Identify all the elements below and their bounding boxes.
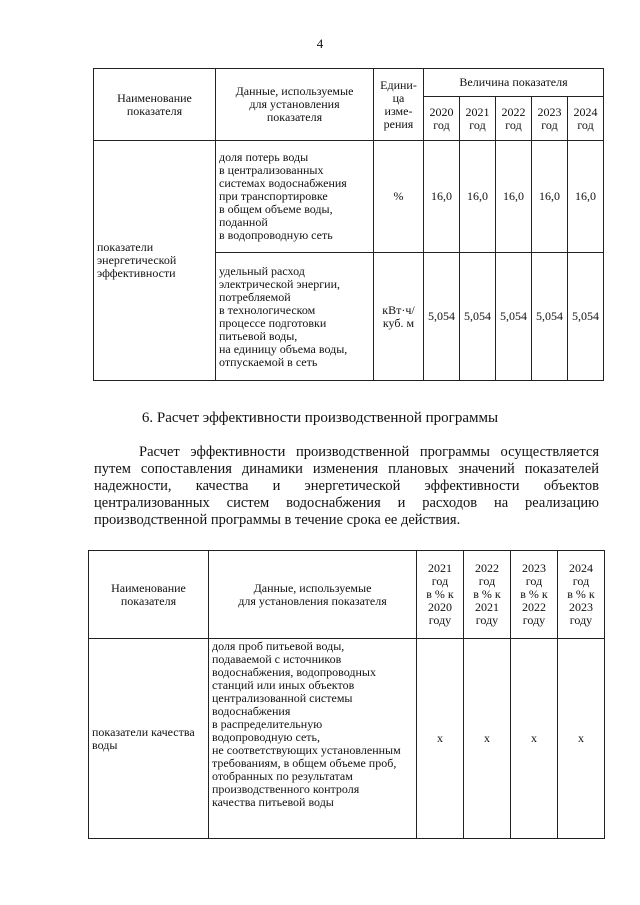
unit-cell: кВт·ч/ куб. м xyxy=(374,253,424,381)
header-data-used: Данные, используемые для установления показателя xyxy=(216,69,374,141)
value-cell: 16,0 xyxy=(496,141,532,253)
header-data-used: Данные, используемые для установления показателя xyxy=(209,551,417,639)
header-period: 2021 год в % к 2020 году xyxy=(417,551,464,639)
indicator-group-name: показатели энергетической эффективности xyxy=(94,141,216,381)
header-year: 2022 год xyxy=(496,97,532,141)
indicator-data-cell: удельный расход электрической энергии, потребляемой в технологическом процессе подготовки питьевой воды, на единицу объема воды, отпускаемой в сеть xyxy=(216,253,374,381)
paragraph-line: надежности, качества и энергетической эффективности объектов xyxy=(94,478,599,494)
indicator-data-cell: доля потерь воды в централизованных системах водоснабжения при транспортировке в общем объеме воды, поданной в водопроводную сеть xyxy=(216,141,374,253)
indicator-data-cell: доля проб питьевой воды, подаваемой с источников водоснабжения, водопроводных станций или иных объектов централизованной системы водоснабжения в распределительную водопроводную сеть, не соответствующих установленным требованиям, в общем объеме проб, отобранных по результатам производственного контроля качества питьевой воды xyxy=(209,639,417,839)
section-title: 6. Расчет эффективности производственной программы xyxy=(141,410,499,426)
value-cell: x xyxy=(417,639,464,839)
header-year: 2020 год xyxy=(424,97,460,141)
indicator-table-quality xyxy=(88,550,605,839)
indicator-table-energy xyxy=(93,68,604,381)
header-period: 2023 год в % к 2022 году xyxy=(511,551,558,639)
paragraph-line: централизованных систем водоснабжения и расходов на реализацию xyxy=(94,495,599,511)
section-paragraph xyxy=(94,444,599,529)
page-number: 4 xyxy=(316,36,324,51)
value-cell: 16,0 xyxy=(460,141,496,253)
table-row xyxy=(94,141,604,253)
value-cell: 5,054 xyxy=(460,253,496,381)
value-cell: 16,0 xyxy=(568,141,604,253)
paragraph-line: путем сопоставления динамики изменения плановых значений показателей xyxy=(94,461,599,477)
header-year: 2024 год xyxy=(568,97,604,141)
paragraph-line: Расчет эффективности производственной программы осуществляется xyxy=(139,444,599,460)
header-year: 2021 год xyxy=(460,97,496,141)
value-cell: 5,054 xyxy=(424,253,460,381)
table-row xyxy=(89,639,605,839)
value-cell: x xyxy=(464,639,511,839)
header-period: 2022 год в % к 2021 году xyxy=(464,551,511,639)
header-year: 2023 год xyxy=(532,97,568,141)
header-indicator-value: Величина показателя xyxy=(424,69,604,97)
value-cell: 5,054 xyxy=(532,253,568,381)
header-period: 2024 год в % к 2023 году xyxy=(558,551,605,639)
unit-cell: % xyxy=(374,141,424,253)
header-unit: Едини- ца изме- рения xyxy=(374,69,424,141)
value-cell: 16,0 xyxy=(424,141,460,253)
value-cell: x xyxy=(511,639,558,839)
indicator-group-name: показатели качества воды xyxy=(89,639,209,839)
value-cell: x xyxy=(558,639,605,839)
header-indicator-name: Наименование показателя xyxy=(94,69,216,141)
value-cell: 5,054 xyxy=(568,253,604,381)
value-cell: 16,0 xyxy=(532,141,568,253)
value-cell: 5,054 xyxy=(496,253,532,381)
header-indicator-name: Наименование показателя xyxy=(89,551,209,639)
paragraph-line: производственной программы в течение срока ее действия. xyxy=(94,512,461,528)
